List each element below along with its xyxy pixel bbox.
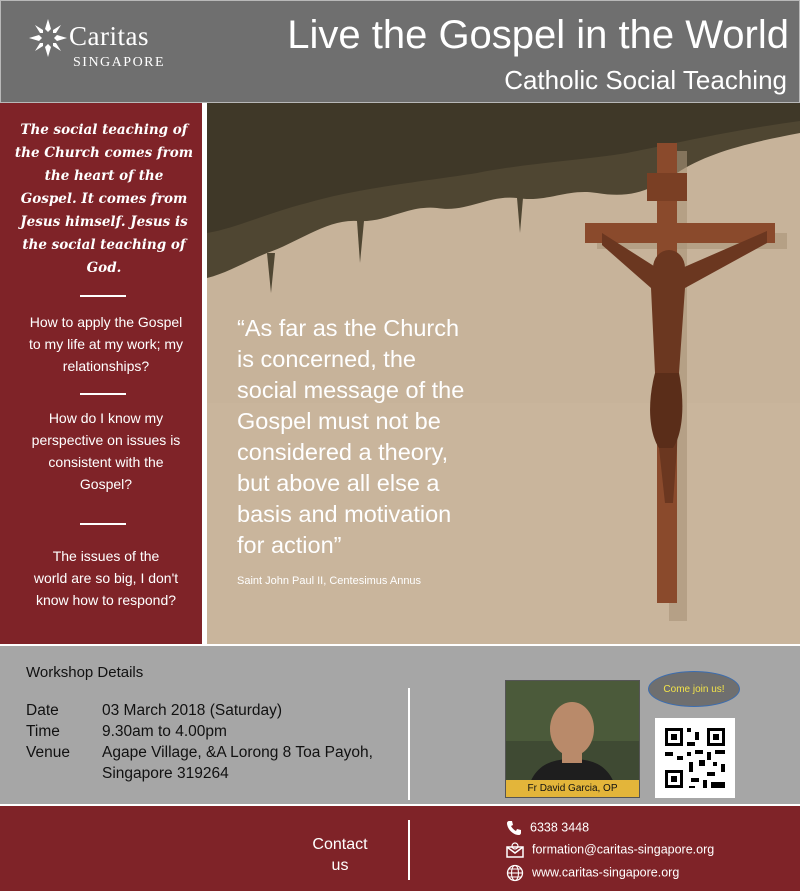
quote-line: for action”	[237, 532, 342, 558]
speaker-photo	[505, 680, 640, 798]
caritas-cross-icon	[27, 17, 69, 59]
contact-heading	[300, 834, 380, 876]
date-value: 03 March 2018 (Saturday)	[102, 702, 283, 719]
venue-value: Agape Village, &A Lorong 8 Toa Payoh,	[102, 744, 373, 761]
question-line: consistent with the	[48, 454, 164, 470]
intro-line: God.	[86, 260, 122, 276]
venue-row-2	[102, 765, 229, 783]
header-banner	[0, 0, 800, 103]
email-address: formation@caritas-singapore.org	[532, 842, 715, 857]
question-line: perspective on issues is	[31, 432, 181, 448]
logo-subtext: SINGAPORE	[73, 55, 166, 70]
time-label: Time	[26, 723, 60, 740]
footer-separator	[408, 820, 410, 880]
question-line: to my life at my work; my	[28, 336, 184, 352]
quote-line: “As far as the Church	[237, 315, 460, 341]
intro-line: the Church comes from	[14, 145, 194, 161]
contact-website[interactable]	[506, 864, 679, 882]
question-3	[14, 545, 198, 611]
website-url: www.caritas-singapore.org	[532, 865, 680, 880]
come-join-bubble: Come join us!	[648, 671, 740, 707]
quote-text	[237, 313, 502, 561]
logo-name: Caritas	[69, 21, 149, 51]
phone-icon	[506, 820, 522, 836]
contact-heading-line: us	[331, 857, 349, 874]
question-line: world are so big, I don't	[33, 570, 179, 586]
quote-line: basis and motivation	[237, 501, 452, 527]
page-subtitle: Catholic Social Teaching	[504, 65, 787, 95]
divider	[80, 393, 126, 395]
quote-line: is concerned, the	[237, 346, 416, 372]
left-panel	[0, 103, 205, 644]
intro-text	[14, 119, 194, 280]
quote-line: social message of the	[237, 377, 465, 403]
phone-number: 6338 3448	[530, 820, 590, 835]
intro-line: Jesus himself. Jesus is	[20, 214, 188, 230]
workshop-details	[0, 646, 800, 804]
venue-row	[26, 744, 373, 762]
question-line: How do I know my	[48, 410, 164, 426]
question-line: Gospel?	[79, 476, 133, 492]
quote-source: Saint John Paul II, Centesimus Annus	[237, 575, 422, 587]
question-2	[14, 407, 198, 495]
contact-phone[interactable]	[506, 820, 589, 836]
speaker-caption: Fr David Garcia, OP	[506, 780, 639, 797]
globe-icon	[506, 864, 524, 882]
qr-code-icon[interactable]	[655, 718, 735, 798]
quote-line: but above all else a	[237, 470, 440, 496]
divider	[80, 523, 126, 525]
date-label: Date	[26, 702, 59, 719]
page-title: Live the Gospel in the World	[287, 13, 789, 57]
contact-email[interactable]	[506, 842, 714, 858]
time-value: 9.30am to 4.00pm	[102, 723, 227, 740]
time-row	[26, 723, 227, 741]
question-line: How to apply the Gospel	[29, 314, 183, 330]
intro-line: the heart of the	[44, 168, 164, 184]
email-icon	[506, 842, 524, 858]
question-1	[14, 311, 198, 377]
caritas-logo	[27, 17, 177, 81]
venue-label: Venue	[26, 744, 70, 761]
intro-line: Gospel. It comes from	[20, 191, 188, 207]
crucifix-image-panel	[207, 103, 800, 644]
question-line: relationships?	[62, 358, 150, 374]
intro-line: the social teaching of	[22, 237, 186, 253]
quote-line: considered a theory,	[237, 439, 449, 465]
details-separator	[408, 688, 410, 800]
quote-line: Gospel must not be	[237, 408, 441, 434]
question-line: The issues of the	[52, 548, 160, 564]
workshop-heading: Workshop Details	[26, 664, 144, 681]
intro-line: The social teaching of	[20, 122, 188, 138]
venue-value-2: Singapore 319264	[102, 765, 229, 782]
contact-heading-line: Contact	[312, 836, 368, 853]
question-line: know how to respond?	[35, 592, 177, 608]
date-row	[26, 702, 282, 720]
footer-contact	[0, 806, 800, 891]
divider	[80, 295, 126, 297]
